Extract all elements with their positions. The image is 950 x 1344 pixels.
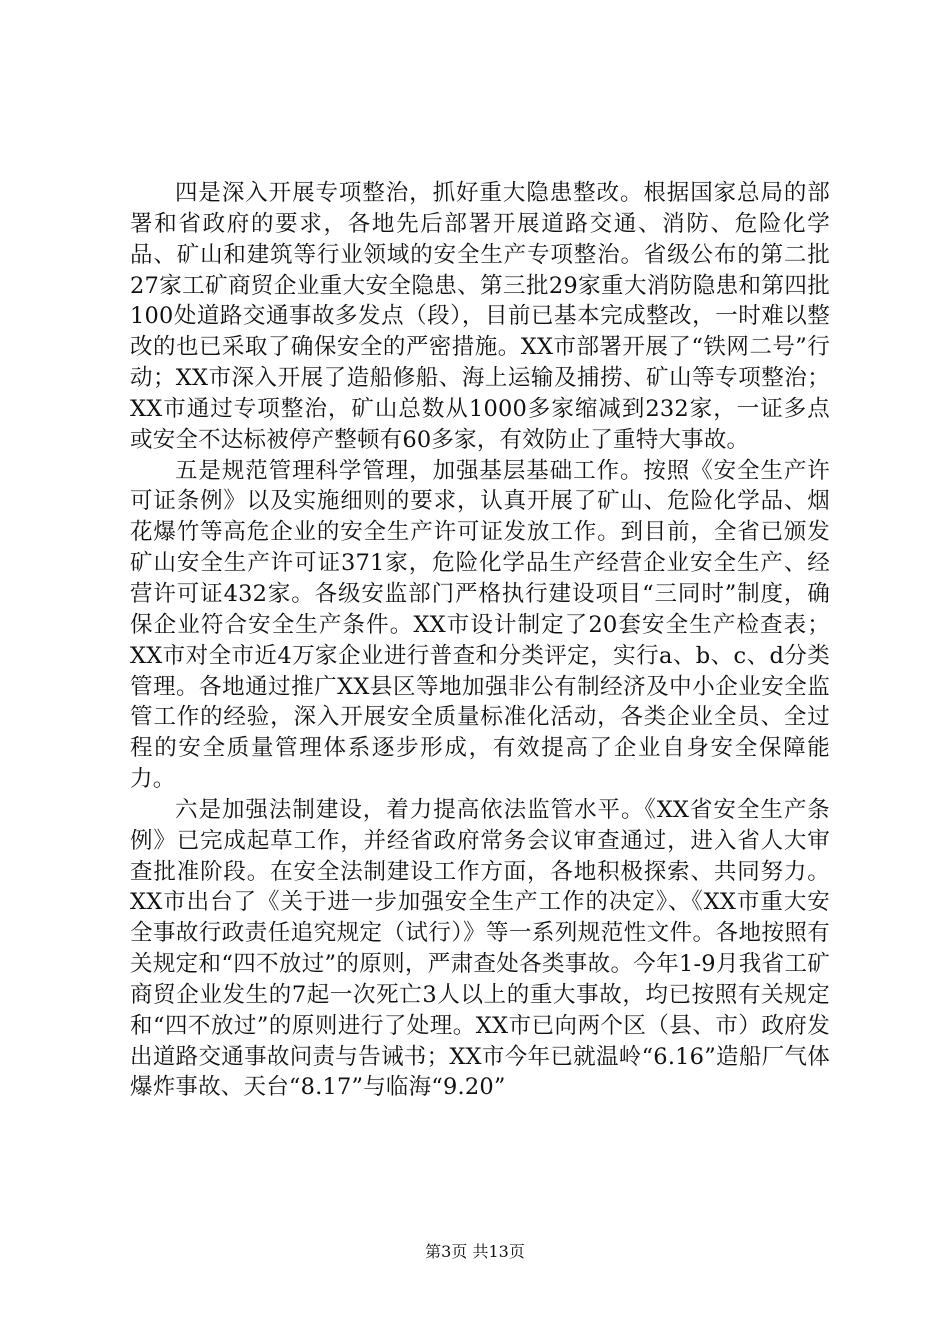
paragraph-standardized-management: 五是规范管理科学管理，加强基层基础工作。按照《安全生产许可证条例》以及实施细则的要求，认真开展了矿山、危险化学品、烟花爆竹等高危企业的安全生产许可证发放工作。到目前，全省已颁发矿山安全生产许可证371家，危险化学品生产经营企业安全生产、经营许可证432家。各级安监部门严格执行建设项目“三同时”制度，确保企业符合安全生产条件。XX市设计制定了20套安全生产检查表；XX市对全市近4万家企业进行普查和分类评定，实行a、b、c、d分类管理。各地通过推广XX县区等地加强非公有制经济及中小企业安全监管工作的经验，深入开展安全质量标准化活动，各类企业全员、全过程的安全质量管理体系逐步形成，有效提高了企业自身安全保障能力。	[130, 457, 830, 793]
document-body	[130, 178, 830, 1103]
page-total: 共13页	[472, 1242, 525, 1261]
paragraph-special-rectification: 四是深入开展专项整治，抓好重大隐患整改。根据国家总局的部署和省政府的要求，各地先后部署开展道路交通、消防、危险化学品、矿山和建筑等行业领域的安全生产专项整治。省级公布的第二批27家工矿商贸企业重大安全隐患、第三批29家重大消防隐患和第四批100处道路交通事故多发点（段），目前已基本完成整改，一时难以整改的也已采取了确保安全的严密措施。XX市部署开展了“铁网二号”行动；XX市深入开展了造船修船、海上运输及捕捞、矿山等专项整治；XX市通过专项整治，矿山总数从1000多家缩减到232家，一证多点或安全不达标被停产整顿有60多家，有效防止了重特大事故。	[130, 180, 830, 453]
page-footer	[0, 1242, 950, 1262]
page-number: 第3页	[425, 1242, 468, 1261]
paragraph-legal-construction: 六是加强法制建设，着力提高依法监管水平。《XX省安全生产条例》已完成起草工作，并经省政府常务会议审查通过，进入省人大审查批准阶段。在安全法制建设工作方面，各地积极探索、共同努力。XX市出台了《关于进一步加强安全生产工作的决定》、《XX市重大安全事故行政责任追究规定（试行）》等一系列规范性文件。各地按照有关规定和“四不放过”的原则，严肃查处各类事故。今年1-9月我省工矿商贸企业发生的7起一次死亡3人以上的重大事故，均已按照有关规定和“四不放过”的原则进行了处理。XX市已向两个区（县、市）政府发出道路交通事故问责与告诫书；XX市今年已就温岭“6.16”造船厂气体爆炸事故、天台“8.17”与临海“9.20”	[130, 796, 830, 1101]
